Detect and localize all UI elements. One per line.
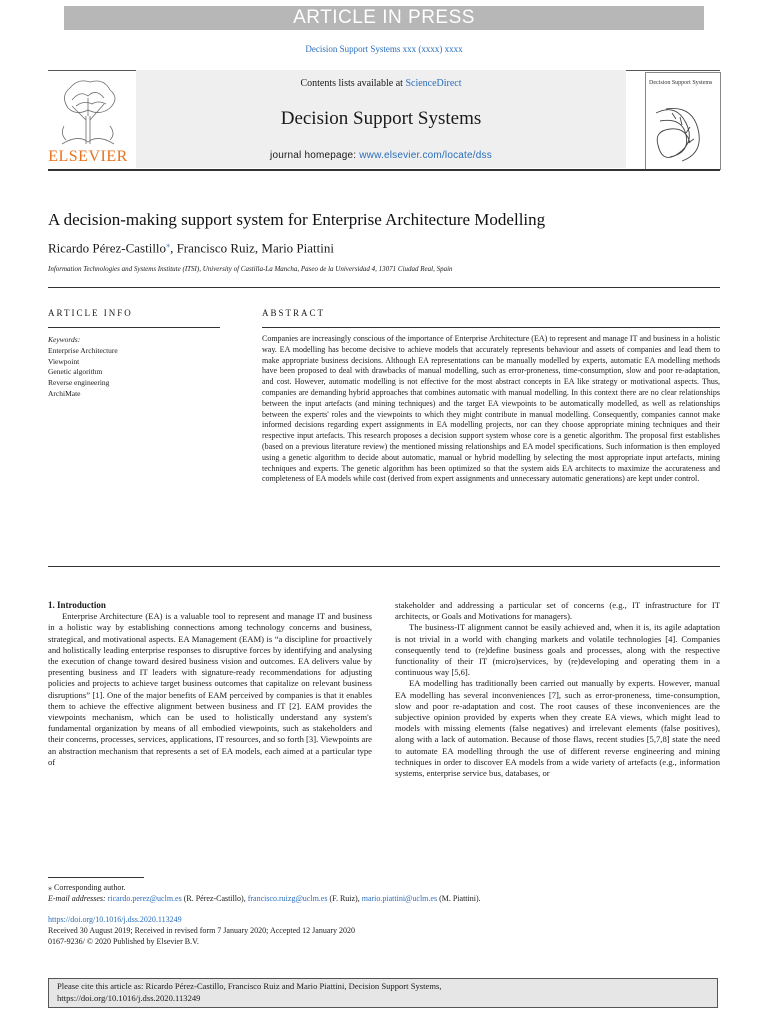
- citation-line-1: Please cite this article as: Ricardo Pérez-Castillo, Francisco Ruiz and Mario Piattini, Decision Support Systems,: [57, 981, 442, 991]
- keyword-item: ArchiMate: [48, 388, 81, 398]
- journal-reference-link[interactable]: Decision Support Systems xxx (xxxx) xxxx: [305, 44, 463, 54]
- cover-journal-title: Decision Support Systems: [649, 80, 713, 86]
- header-divider: [48, 287, 720, 288]
- footnote-rule: [48, 877, 144, 878]
- keyword-item: Reverse engineering: [48, 378, 110, 388]
- keyword-item: Enterprise Architecture: [48, 345, 118, 355]
- email-link-ruiz[interactable]: francisco.ruizg@uclm.es: [247, 894, 328, 903]
- email-label: E-mail addresses:: [48, 894, 108, 903]
- author-affiliation: Information Technologies and Systems Institute (ITSI), University of Castilla-La Mancha, Paseo de la Universidad 4, 13071 Ciudad Real, Spain: [48, 265, 453, 273]
- elsevier-wordmark: ELSEVIER: [48, 148, 128, 165]
- masthead-bottom-rule: [48, 169, 720, 171]
- keywords-label: Keywords:: [48, 335, 81, 344]
- abstract-text: Companies are increasingly conscious of the importance of Enterprise Architecture (EA) to represent and manage IT and business in a holistic way. EA modelling has become decisive to achieve models that accurately represents behaviour and assets of companies and lead them to make appropriate business decisions. Although EA representations can be manually modelled by experts, automatic EA modelling methods have been proposed to deal with drawbacks of manual modelling, such as error-proneness, time-consumption, slow and poor re-adaptation, and cost. However, automatic modelling is not effective for the most abstract concepts in EA like strategy or motivational aspects. Thus, companies are demanding hybrid approaches that combines automatic with manual modelling. In this context there are no clear relationships between the input artefacts (and mining techniques) and the target EA viewpoints to be automatically modelled, as well as relationships between the experts' roles and the viewpoints to which they might contribute in manual modelling. Consequently, companies cannot make informed decisions regarding expert assignments in EA modelling projects, nor can they choose appropriate mining techniques and their respective input artefacts. This research proposes a decision support system whose core is a genetic algorithm. The proposal first establishes (based on a previous literature review) the mentioned missing relationships and EA model specifications. Such information is then employed using a genetic algorithm to decide about automatic, manual or hybrid modelling by selecting the most appropriate input artefacts, mining techniques and experts. The genetic algorithm has been optimized so that the system aids EA architects to maximize the accurateness and completeness of EA models while cost (derived from expert assignments and unnecessary automatic generations) are kept under control.: [262, 334, 720, 484]
- contents-prefix: Contents lists available at: [300, 78, 406, 89]
- homepage-prefix: journal homepage:: [270, 150, 360, 161]
- email-link-perez[interactable]: ricardo.perez@uclm.es: [107, 894, 182, 903]
- journal-name: Decision Support Systems: [280, 108, 482, 129]
- article-info-rule: [48, 327, 220, 328]
- email-name: (M. Piattini).: [437, 894, 481, 903]
- received-history: Received 30 August 2019; Received in revised form 7 January 2020; Accepted 12 January 2020: [48, 926, 356, 935]
- body-column-right: [395, 600, 720, 779]
- citation-box: [48, 978, 718, 1008]
- article-info-heading: ARTICLE INFO: [48, 308, 133, 318]
- doi-link[interactable]: https://doi.org/10.1016/j.dss.2020.113249: [48, 915, 182, 924]
- homepage-link[interactable]: www.elsevier.com/locate/dss: [359, 150, 492, 161]
- doi-block: [48, 914, 720, 947]
- contents-availability: [136, 78, 626, 89]
- body-paragraph: Enterprise Architecture (EA) is a valuable tool to represent and manage IT and business in a holistic way by establishing connections among technology concerns and business, strategical, and motivational aspects. EA Management (EAM) is “a discipline for proactively and holistically leading enterprise responses to disruptive forces by identifying and analysing the execution of change toward desired business vision and outcomes. EA delivers value by presenting business and IT leaders with signature-ready recommendations for adjusting policies and projects to achieve target business outcomes that capitalize on relevant business disruptions” [1]. One of the major benefits of EAM perceived by companies is that it enables them to achieve the effective alignment between business and IT [2]. EAM provides the viewpoints mechanism, which can be used to holistically understand any system's fundamental organization by means of all embodied viewpoints, such as stakeholders and their concerns, processes, services, applications, IT resources, and so forth [3]. Viewpoints are an abstraction mechanism that represents a set of EA models, each aimed at a particular type of: [48, 611, 372, 767]
- journal-homepage: [136, 150, 626, 161]
- footnote: [48, 882, 720, 904]
- corresponding-author-mark[interactable]: ⁎: [166, 240, 171, 249]
- abstract-heading: ABSTRACT: [262, 308, 326, 318]
- body-paragraph: EA modelling has traditionally been carried out manually by experts. However, manual EA modelling has several inconveniences [7], such as error-proneness, time-consumption, slow and poor re-adaptation and cost. The root causes of these inconveniences are the subjective opinion provided by experts when they create EA views, which might lead to models with missing elements (false negatives) and irrelevant elements (false positives), along with a lack of automation. Because of those flaws, recent studies [5,7,8] state the need to automate EA modelling through the use of different reverse engineering and mining techniques in order to discover EA models from a wide variety of artefacts (e.g., information systems, enterprise service bus, databases, or: [395, 678, 720, 779]
- copyright-line: 0167-9236/ © 2020 Published by Elsevier B.V.: [48, 937, 199, 946]
- body-column-left: [48, 600, 372, 768]
- author-list: [48, 240, 720, 256]
- email-link-piattini[interactable]: mario.piattini@uclm.es: [361, 894, 438, 903]
- article-title: A decision-making support system for Enterprise Architecture Modelling: [48, 210, 546, 229]
- article-in-press-banner: ARTICLE IN PRESS: [64, 6, 704, 30]
- email-name: (R. Pérez-Castillo),: [181, 894, 248, 903]
- email-name: (F. Ruiz),: [327, 894, 362, 903]
- corresponding-author-note: ⁎ Corresponding author.: [48, 883, 126, 892]
- keyword-item: Viewpoint: [48, 356, 80, 366]
- abstract-divider: [48, 566, 720, 567]
- sciencedirect-link[interactable]: ScienceDirect: [405, 78, 462, 89]
- email-addresses: [48, 893, 720, 904]
- other-authors: , Francisco Ruiz, Mario Piattini: [170, 240, 334, 256]
- keywords-block: [48, 335, 220, 400]
- author-1: Ricardo Pérez-Castillo: [48, 240, 167, 256]
- body-paragraph: stakeholder and addressing a particular set of concerns (e.g., IT infrastructure for IT architects, or Goals and Motivations for managers).: [395, 600, 720, 622]
- introduction-heading: 1. Introduction: [48, 600, 106, 610]
- abstract-rule: [262, 327, 720, 328]
- citation-line-2: https://doi.org/10.1016/j.dss.2020.113249: [57, 992, 201, 1003]
- body-paragraph: The business-IT alignment cannot be easily achieved and, when it is, its agile adaptation is not trivial in a world with changing markets and volatile technologies [4]. Companies consequently tend to (re)define business goals and processes, along with the respective functionality of their IT (micro)services, by (re)developing and operating them in a continuous way [5,6].: [395, 622, 720, 678]
- keyword-item: Genetic algorithm: [48, 367, 103, 377]
